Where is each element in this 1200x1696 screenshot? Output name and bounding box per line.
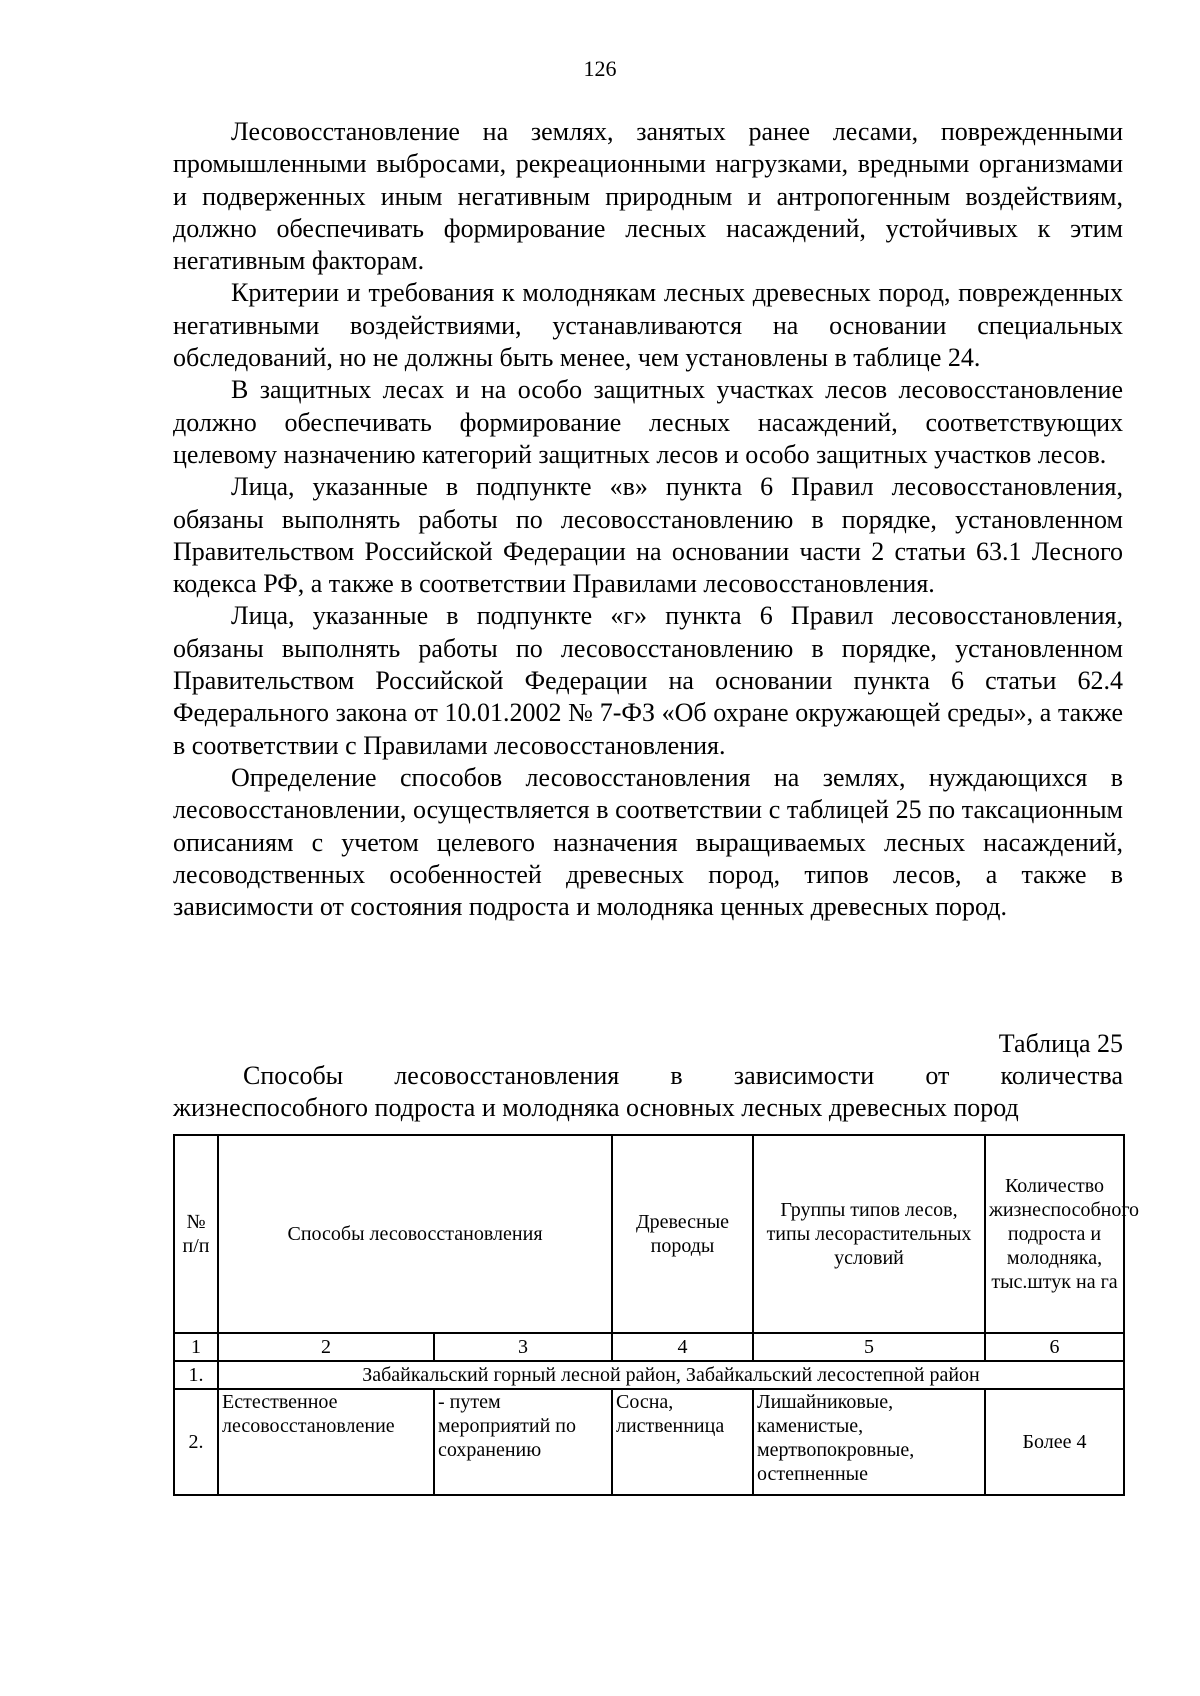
row-method: Естественное лесовосстановление [218, 1389, 434, 1495]
table-caption [173, 1060, 1123, 1125]
body-text [173, 116, 1123, 923]
column-number: 5 [753, 1333, 985, 1361]
section-number: 1. [174, 1361, 218, 1389]
paragraph: Лица, указанные в подпункте «г» пункта 6 Правил лесовосстановления, обязаны выполнять работы по лесовосстановлению в порядке, установленном Правительством Российской Федерации на основании пункта 6 статьи 62.4 Федерального закона от 10.01.2002 № 7-ФЗ «Об охране окружающей среды», а также в соответствии с Правилами лесовосстановления. [173, 601, 1123, 760]
paragraph: В защитных лесах и на особо защитных участках лесов лесовосстановление должно обеспечивать формирование лесных насаждений, соответствующих целевому назначению категорий защитных лесов и особо защитных участков лесов. [173, 375, 1123, 469]
table-row [174, 1389, 1124, 1495]
methods-table [173, 1134, 1140, 1496]
column-number: 4 [612, 1333, 753, 1361]
table-caption-line-2: жизнеспособного подроста и молодняка основных лесных древесных пород [173, 1093, 1019, 1123]
row-quantity: Более 4 [985, 1389, 1124, 1495]
paragraph: Определение способов лесовосстановления на землях, нуждающихся в лесовосстановлении, осуществляется в соответствии с таблицей 25 по таксационным описаниям с учетом целевого назначения выращиваемых лесных насаждений, лесоводственных особенностей древесных пород, типов лесов, а также в зависимости от состояния подроста и молодняка ценных древесных пород. [173, 762, 1123, 922]
row-number: 2. [174, 1389, 218, 1495]
row-species: Сосна, лиственница [612, 1389, 753, 1495]
header-number: № п/п [174, 1135, 218, 1333]
table-label: Таблица 25 [998, 1029, 1123, 1058]
header-method: Способы лесовосстановления [218, 1135, 612, 1333]
table-caption-line-1: Способы лесовосстановления в зависимости от количества [243, 1061, 1123, 1090]
header-quantity: Количество жизнеспособного подроста и молодняка, тыс.штук на га [985, 1135, 1124, 1333]
paragraph: Лица, указанные в подпункте «в» пункта 6 Правил лесовосстановления, обязаны выполнять работы по лесовосстановлению в порядке, установленном Правительством Российской Федерации на основании части 2 статьи 63.1 Лесного кодекса РФ, а также в соответствии Правилами лесовосстановления. [173, 472, 1123, 599]
column-number-row [174, 1333, 1124, 1361]
column-number: 6 [985, 1333, 1124, 1361]
column-number: 3 [434, 1333, 612, 1361]
table-section-row [174, 1361, 1124, 1389]
row-forest-types: Лишайниковые, каменистые, мертвопокровные, остепненные [753, 1389, 985, 1495]
paragraph: Лесовосстановление на землях, занятых ранее лесами, поврежденными промышленными выбросами, рекреационными нагрузками, вредными организмами и подверженных иным негативным природным и антропогенным воздействиям, должно обеспечивать формирование лесных насаждений, устойчивых к этим негативным факторам. [173, 117, 1123, 276]
paragraph: Критерии и требования к молоднякам лесных древесных пород, поврежденных негативными воздействиями, устанавливаются на основании специальных обследований, но не должны быть менее, чем установлены в таблице 24. [173, 278, 1123, 373]
header-species: Древесные породы [612, 1135, 753, 1333]
page-number: 126 [583, 56, 617, 81]
column-number: 2 [218, 1333, 434, 1361]
section-title: Забайкальский горный лесной район, Забайкальский лесостепной район [218, 1361, 1124, 1389]
table-header-row [174, 1135, 1124, 1333]
header-forest-types: Группы типов лесов, типы лесорастительных условий [753, 1135, 985, 1333]
row-way: - путем мероприятий по сохранению [434, 1389, 612, 1495]
column-number: 1 [174, 1333, 218, 1361]
